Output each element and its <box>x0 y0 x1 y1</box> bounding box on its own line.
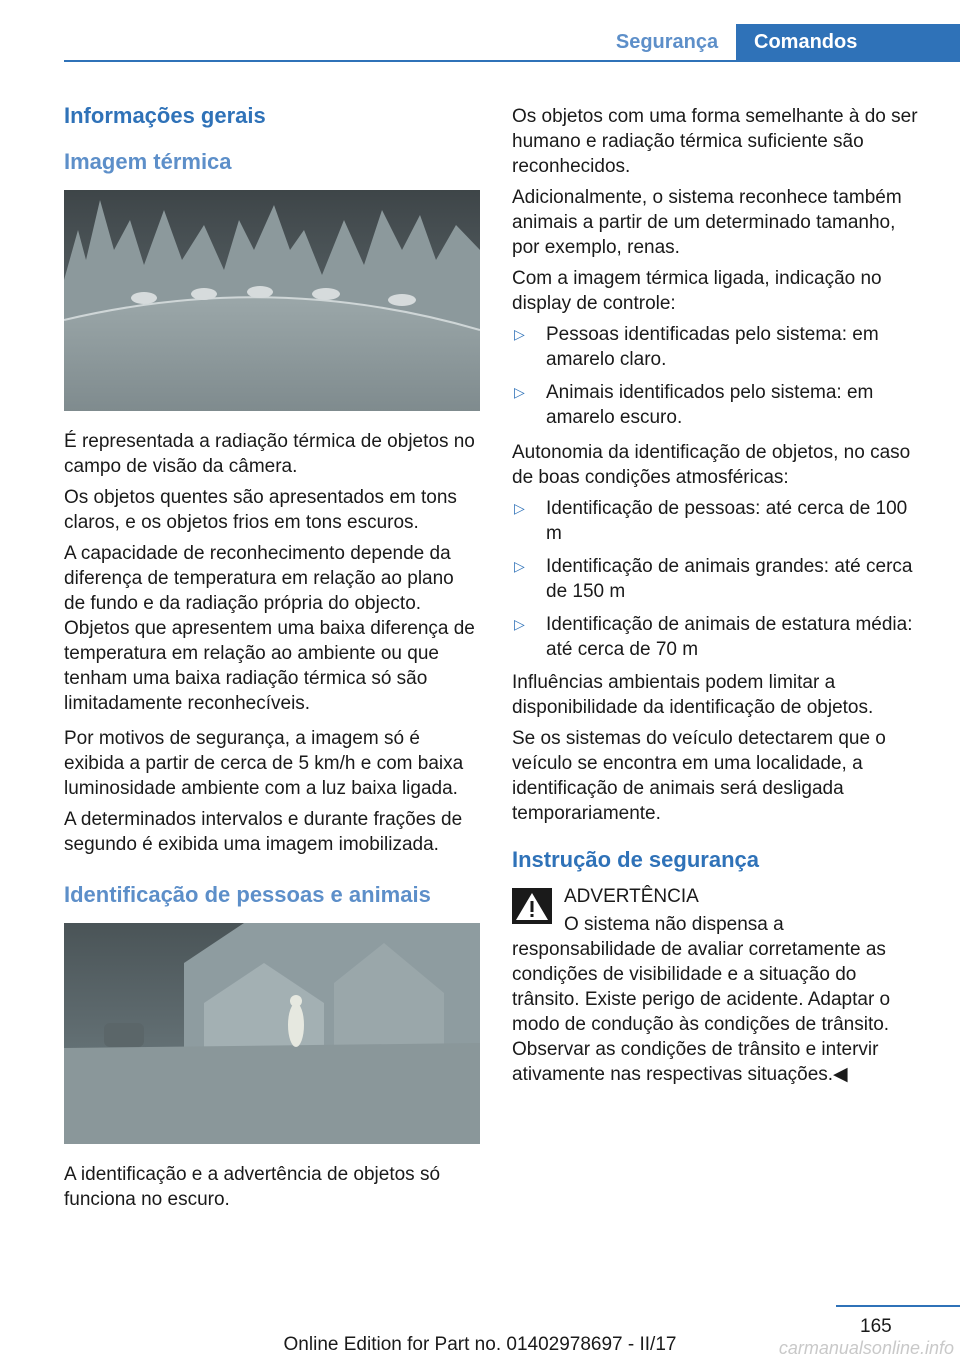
warning-text: O sistema não dispensa a responsabilidade de avaliar corretamente as condições de visibilidade e a situação do trânsito. Existe perigo de acidente. Adaptar o modo de condução às condições de trânsito. Observar as condições de trânsito e intervir ativamente nas respectivas situações.◀ <box>512 914 891 1085</box>
paragraph: Adicionalmente, o sistema reconhece também animais a partir de um determinado tamanho, por exemplo, renas. <box>512 187 902 258</box>
left-column <box>64 100 480 1218</box>
bullet-triangle-icon: ▷ <box>514 326 525 342</box>
subtitle-safety: Instrução de segurança <box>512 847 759 872</box>
paragraph: Se os sistemas do veículo detectarem que o veículo se encontra em uma localidade, a identificação de animais será desligada temporariamente. <box>512 728 886 824</box>
paragraph: Com a imagem térmica ligada, indicação no display de controle: <box>512 268 882 314</box>
subtitle-identification: Identificação de pessoas e animais <box>64 882 431 907</box>
paragraph: Os objetos com uma forma semelhante à do ser humano e radiação térmica suficiente são reconhecidos. <box>512 106 918 177</box>
chapter-tab[interactable]: Comandos <box>736 24 960 61</box>
page-number-rule <box>836 1305 960 1307</box>
range-list <box>512 496 928 662</box>
paragraph: Autonomia da identificação de objetos, no caso de boas condições atmosféricas: <box>512 442 911 488</box>
watermark: carmanualsonline.info <box>778 1338 954 1358</box>
page-header <box>0 0 960 62</box>
bullet-triangle-icon: ▷ <box>514 616 525 632</box>
list-item: ▷ Identificação de pessoas: até cerca de 100 m <box>514 498 908 544</box>
warning-icon <box>512 888 552 924</box>
paragraph: É representada a radiação térmica de objetos no campo de visão da câmera. <box>64 431 475 477</box>
subtitle-thermal-image: Imagem térmica <box>64 149 232 174</box>
paragraph: Por motivos de segurança, a imagem só é exibida a partir de cerca de 5 km/h e com baixa luminosidade ambiente com a luz baixa ligada. <box>64 728 464 799</box>
page-number: 165 <box>860 1316 892 1337</box>
section-title: Informações gerais <box>64 103 266 128</box>
list-item: ▷ Identificação de animais grandes: até cerca de 150 m <box>514 556 913 602</box>
thermal-image-pedestrian <box>64 923 480 1144</box>
edition-footer: Online Edition for Part no. 01402978697 - II/17 <box>283 1334 677 1355</box>
paragraph: Os objetos quentes são apresentados em tons claros, e os objetos frios em tons escuros. <box>64 487 457 533</box>
bullet-triangle-icon: ▷ <box>514 384 525 400</box>
paragraph: A capacidade de reconhecimento depende da diferença de temperatura em relação ao plano de fundo e da radiação própria do objecto. Objetos que apresentem uma baixa diferença de temperatura em relação ao ambiente ou que tenham uma baixa radiação térmica só são limitadamente reconhecíveis. <box>64 543 475 714</box>
display-indication-list <box>512 322 928 430</box>
paragraph: Influências ambientais podem limitar a disponibilidade da identificação de objetos. <box>512 672 874 718</box>
list-item: ▷ Animais identificados pelo sistema: em amarelo escuro. <box>514 382 874 428</box>
thermal-image-animals <box>64 190 480 411</box>
paragraph: A determinados intervalos e durante frações de segundo é exibida uma imagem imobilizada. <box>64 809 463 855</box>
list-item: ▷ Identificação de animais de estatura média: até cerca de 70 m <box>514 614 913 660</box>
right-column <box>512 104 928 1087</box>
bullet-triangle-icon: ▷ <box>514 500 525 516</box>
list-item: ▷ Pessoas identificadas pelo sistema: em amarelo claro. <box>514 324 879 370</box>
paragraph: A identificação e a advertência de objetos só funciona no escuro. <box>64 1164 441 1210</box>
warning-block <box>512 884 928 1087</box>
header-rule <box>64 60 960 62</box>
bullet-triangle-icon: ▷ <box>514 558 525 574</box>
warning-title: ADVERTÊNCIA <box>564 886 699 907</box>
section-tab[interactable]: Segurança <box>615 31 719 53</box>
